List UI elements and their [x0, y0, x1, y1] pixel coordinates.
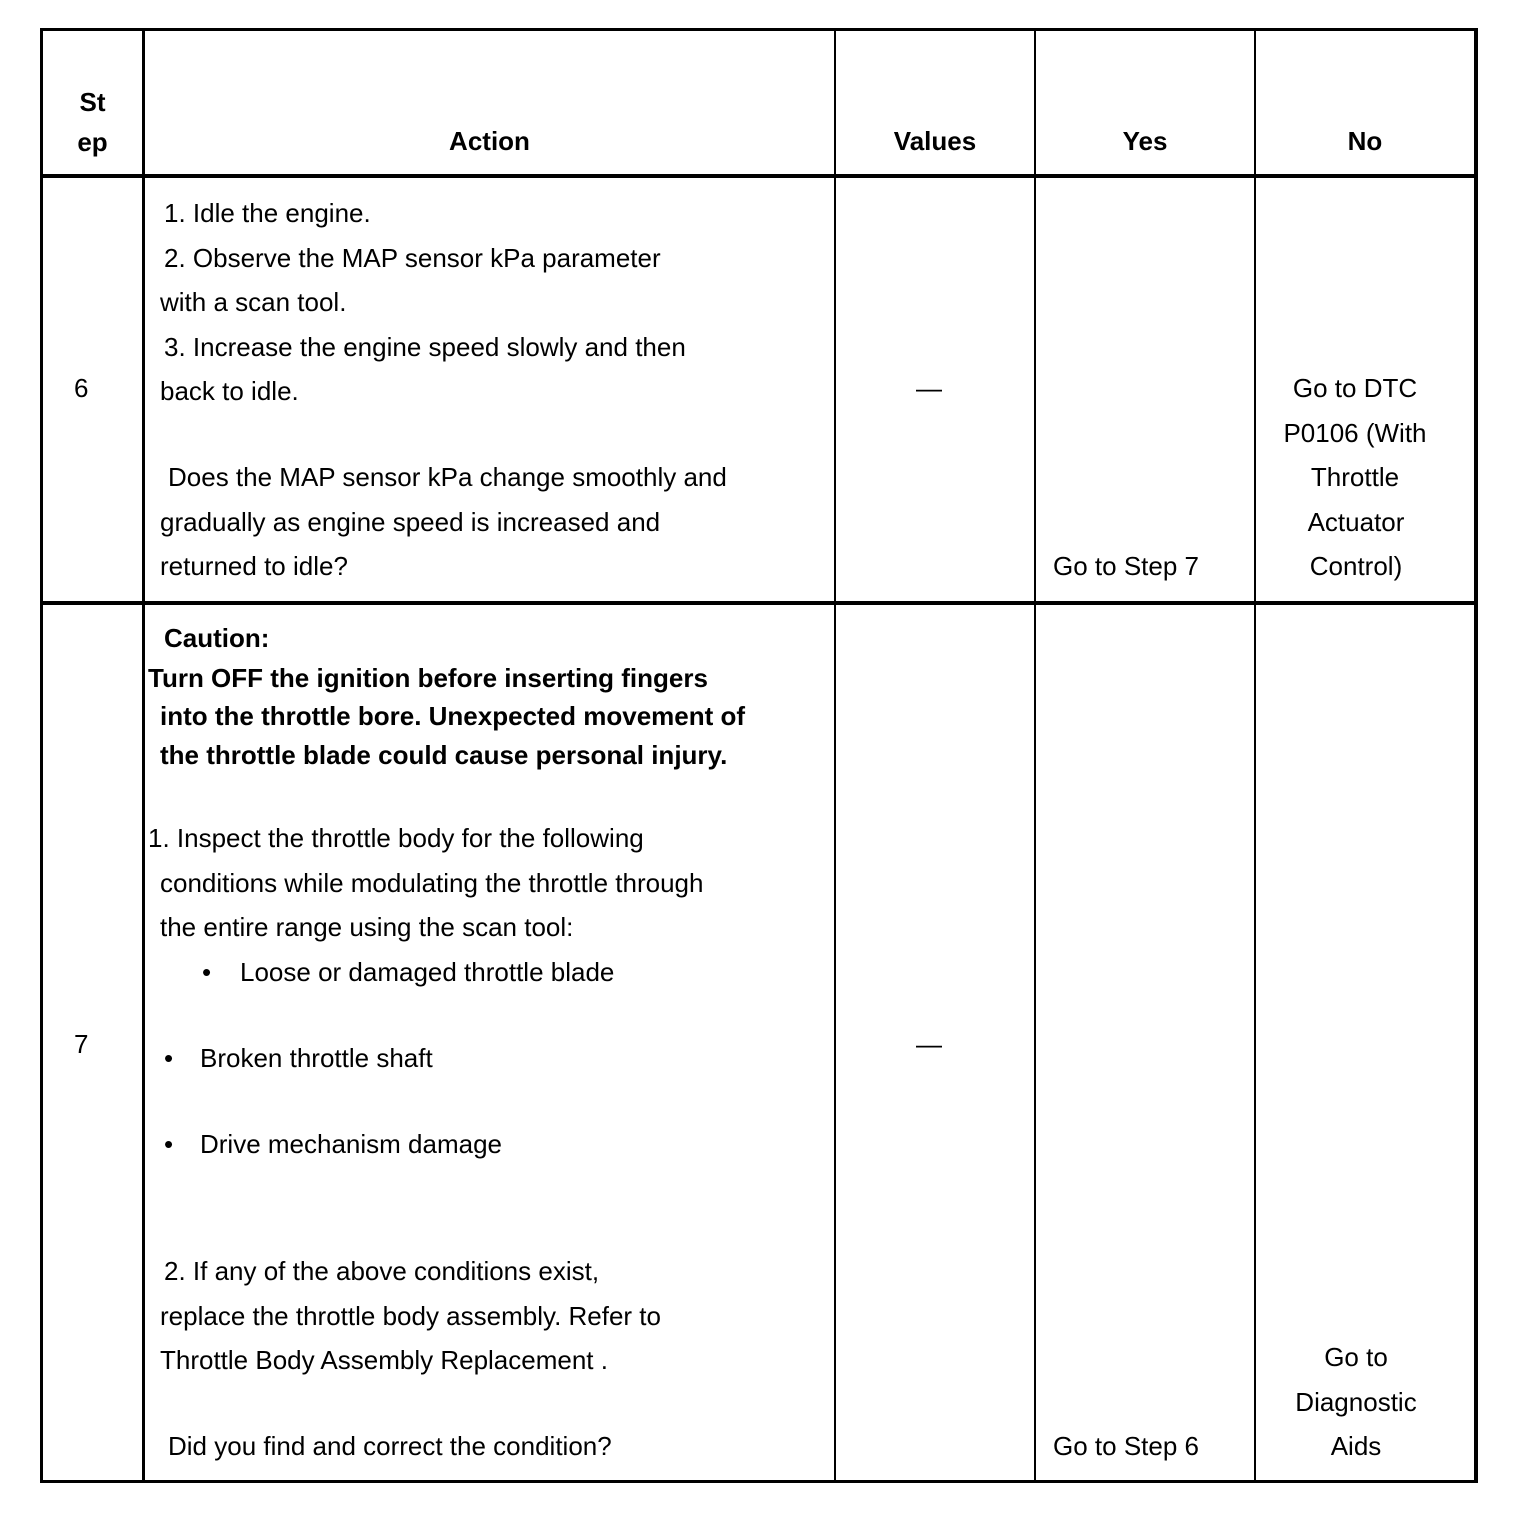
header-yes: Yes	[1122, 126, 1168, 156]
table-border-left	[40, 28, 43, 1483]
table-border-right	[1474, 28, 1478, 1483]
column-divider-step	[142, 28, 145, 1483]
action-question: Did you find and correct the condition?	[168, 1431, 612, 1461]
yes-cell: Go to Step 7	[1053, 551, 1199, 581]
step-number: 6	[74, 373, 89, 403]
action-line: 2. Observe the MAP sensor kPa parameter	[164, 243, 661, 273]
header-step-line2: ep	[77, 127, 108, 157]
no-cell-line: Control)	[1309, 551, 1403, 581]
caution-title: Caution:	[164, 623, 270, 653]
caution-text: the throttle blade could cause personal injury.	[160, 740, 728, 770]
no-cell-line: P0106 (With	[1283, 418, 1427, 448]
table-row-divider	[40, 601, 1478, 605]
header-no: No	[1347, 126, 1383, 156]
action-line: conditions while modulating the throttle through	[160, 868, 704, 898]
action-line: Throttle Body Assembly Replacement .	[160, 1345, 608, 1375]
no-cell-line: Go to	[1324, 1342, 1388, 1372]
bullet-item: Drive mechanism damage	[200, 1129, 503, 1159]
action-line: 1. Inspect the throttle body for the following	[148, 823, 644, 853]
column-divider-yes	[1254, 28, 1256, 1483]
bullet-item: Loose or damaged throttle blade	[240, 957, 615, 987]
no-cell-line: Actuator	[1307, 507, 1405, 537]
table-border-bottom	[40, 1480, 1478, 1483]
caution-text: Turn OFF the ignition before inserting fingers	[148, 663, 708, 693]
action-line: replace the throttle body assembly. Refer to	[160, 1301, 661, 1331]
no-cell-line: Aids	[1330, 1431, 1382, 1461]
action-question: gradually as engine speed is increased and	[160, 507, 661, 537]
header-action: Action	[449, 126, 530, 156]
action-line: 1. Idle the engine.	[164, 198, 371, 228]
bullet-icon: •	[164, 1129, 174, 1159]
caution-text: into the throttle bore. Unexpected movement of	[160, 701, 746, 731]
header-step-line1: St	[79, 87, 106, 117]
action-line: with a scan tool.	[160, 287, 347, 317]
bullet-icon: •	[164, 1043, 174, 1073]
bullet-item: Broken throttle shaft	[200, 1043, 433, 1073]
table-header-divider	[40, 174, 1478, 178]
no-cell-line: Diagnostic	[1295, 1387, 1417, 1417]
column-divider-action	[834, 28, 836, 1483]
action-line: the entire range using the scan tool:	[160, 912, 574, 942]
no-cell-line: Go to DTC	[1292, 373, 1418, 403]
values-cell: —	[916, 1029, 942, 1059]
values-cell: —	[916, 373, 942, 403]
no-cell-line: Throttle	[1310, 462, 1400, 492]
action-line: 2. If any of the above conditions exist,	[164, 1256, 600, 1286]
action-question: Does the MAP sensor kPa change smoothly and	[168, 462, 727, 492]
column-divider-values	[1034, 28, 1036, 1483]
action-line: back to idle.	[160, 376, 299, 406]
header-values: Values	[893, 126, 977, 156]
bullet-icon: •	[202, 957, 212, 987]
action-line: 3. Increase the engine speed slowly and then	[164, 332, 686, 362]
action-question: returned to idle?	[160, 551, 348, 581]
yes-cell: Go to Step 6	[1053, 1431, 1199, 1461]
table-border-top	[40, 28, 1478, 31]
step-number: 7	[74, 1029, 89, 1059]
